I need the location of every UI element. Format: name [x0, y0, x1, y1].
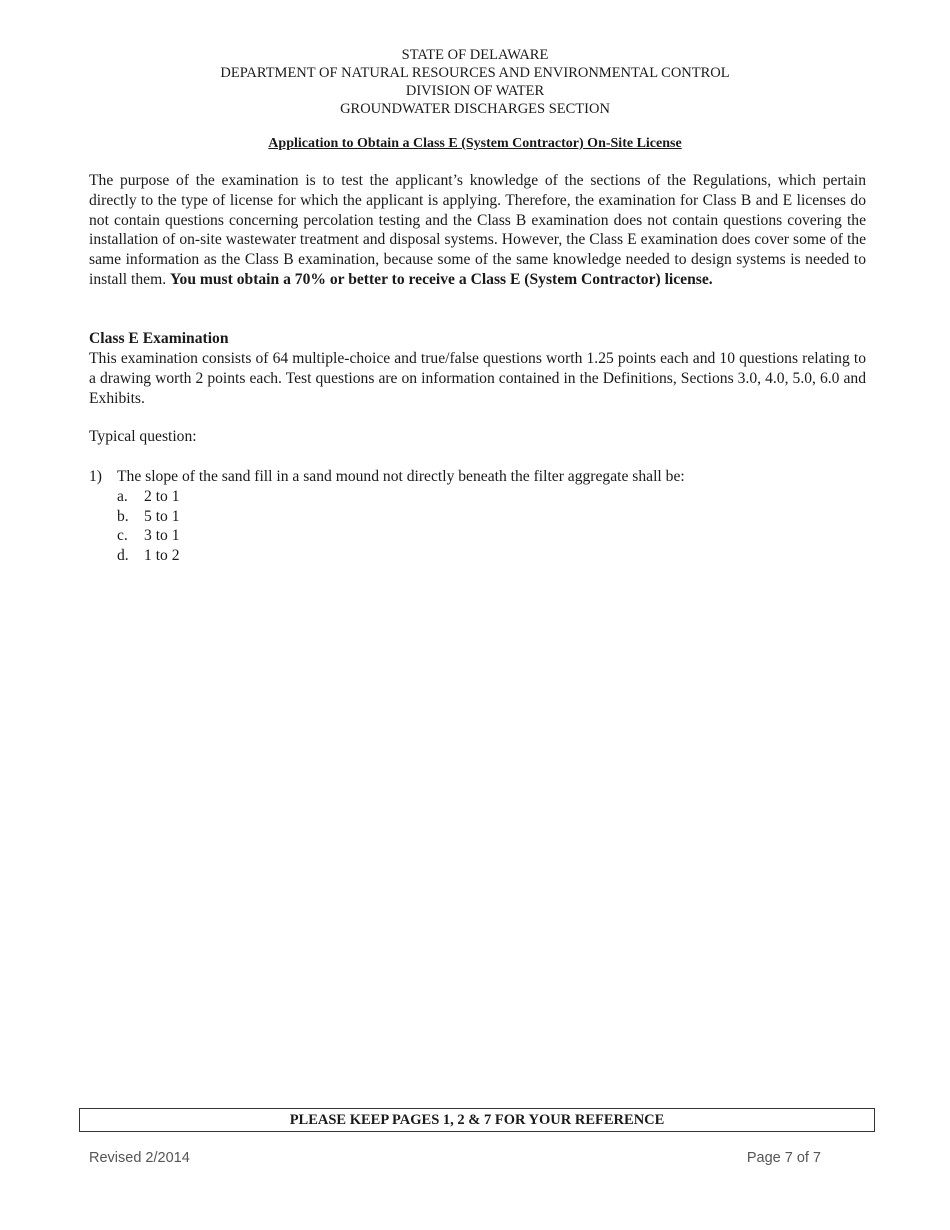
header-line-section: GROUNDWATER DISCHARGES SECTION	[340, 101, 610, 117]
answer-option	[117, 487, 866, 507]
revision-date: Revised 2/2014	[89, 1150, 190, 1166]
intro-requirement: You must obtain a 70% or better to receive a Class E (System Contractor) license.	[170, 270, 713, 288]
intro-text: The purpose of the examination is to test the applicant’s knowledge of the sections of the Regulations, which pertain directly to the type of license for which the applicant is applying. Therefore, the examination for Class B and E licenses do not contain questions concerning percolation testing and the Class B examination does not contain questions covering the installation of on-site wastewater treatment and disposal systems. However, the Class E examination does cover some of the same information as the Class B examination, because some of the same knowledge needed to design systems is needed to install them.	[89, 172, 866, 288]
document-title: Application to Obtain a Class E (System Contractor) On-Site License	[268, 136, 682, 151]
option-letter: b.	[117, 507, 129, 525]
intro-paragraph	[89, 171, 866, 290]
exam-heading: Class E Examination	[89, 330, 229, 347]
option-text: 3 to 1	[144, 527, 180, 545]
page-number: Page 7 of 7	[746, 1150, 821, 1166]
answer-option	[117, 526, 866, 546]
question-text: The slope of the sand fill in a sand mound not directly beneath the filter aggregate shall be:	[117, 468, 685, 485]
option-text: 1 to 2	[144, 547, 180, 565]
agency-header	[0, 46, 950, 118]
option-letter: c.	[117, 527, 128, 545]
exam-description: This examination consists of 64 multiple-choice and true/false questions worth 1.25 points each and 10 questions relating to a drawing worth 2 points each. Test questions are on information contained in the Definitions, Sections 3.0, 4.0, 5.0, 6.0 and Exhibits.	[89, 350, 866, 407]
reference-notice-box: PLEASE KEEP PAGES 1, 2 & 7 FOR YOUR REFERENCE	[79, 1108, 875, 1132]
typical-question-label: Typical question:	[89, 428, 197, 445]
header-line-division: DIVISION OF WATER	[405, 83, 545, 99]
option-text: 2 to 1	[144, 487, 180, 505]
option-letter: d.	[117, 547, 129, 565]
sample-question	[89, 467, 866, 566]
header-line-state: STATE OF DELAWARE	[401, 47, 549, 63]
answer-options	[117, 487, 866, 566]
header-line-department: DEPARTMENT OF NATURAL RESOURCES AND ENVIRONMENTAL CONTROL	[220, 65, 730, 81]
option-text: 5 to 1	[144, 507, 180, 525]
answer-option	[117, 507, 866, 527]
option-letter: a.	[117, 487, 128, 505]
question-number: 1)	[89, 468, 102, 485]
answer-option	[117, 546, 866, 566]
